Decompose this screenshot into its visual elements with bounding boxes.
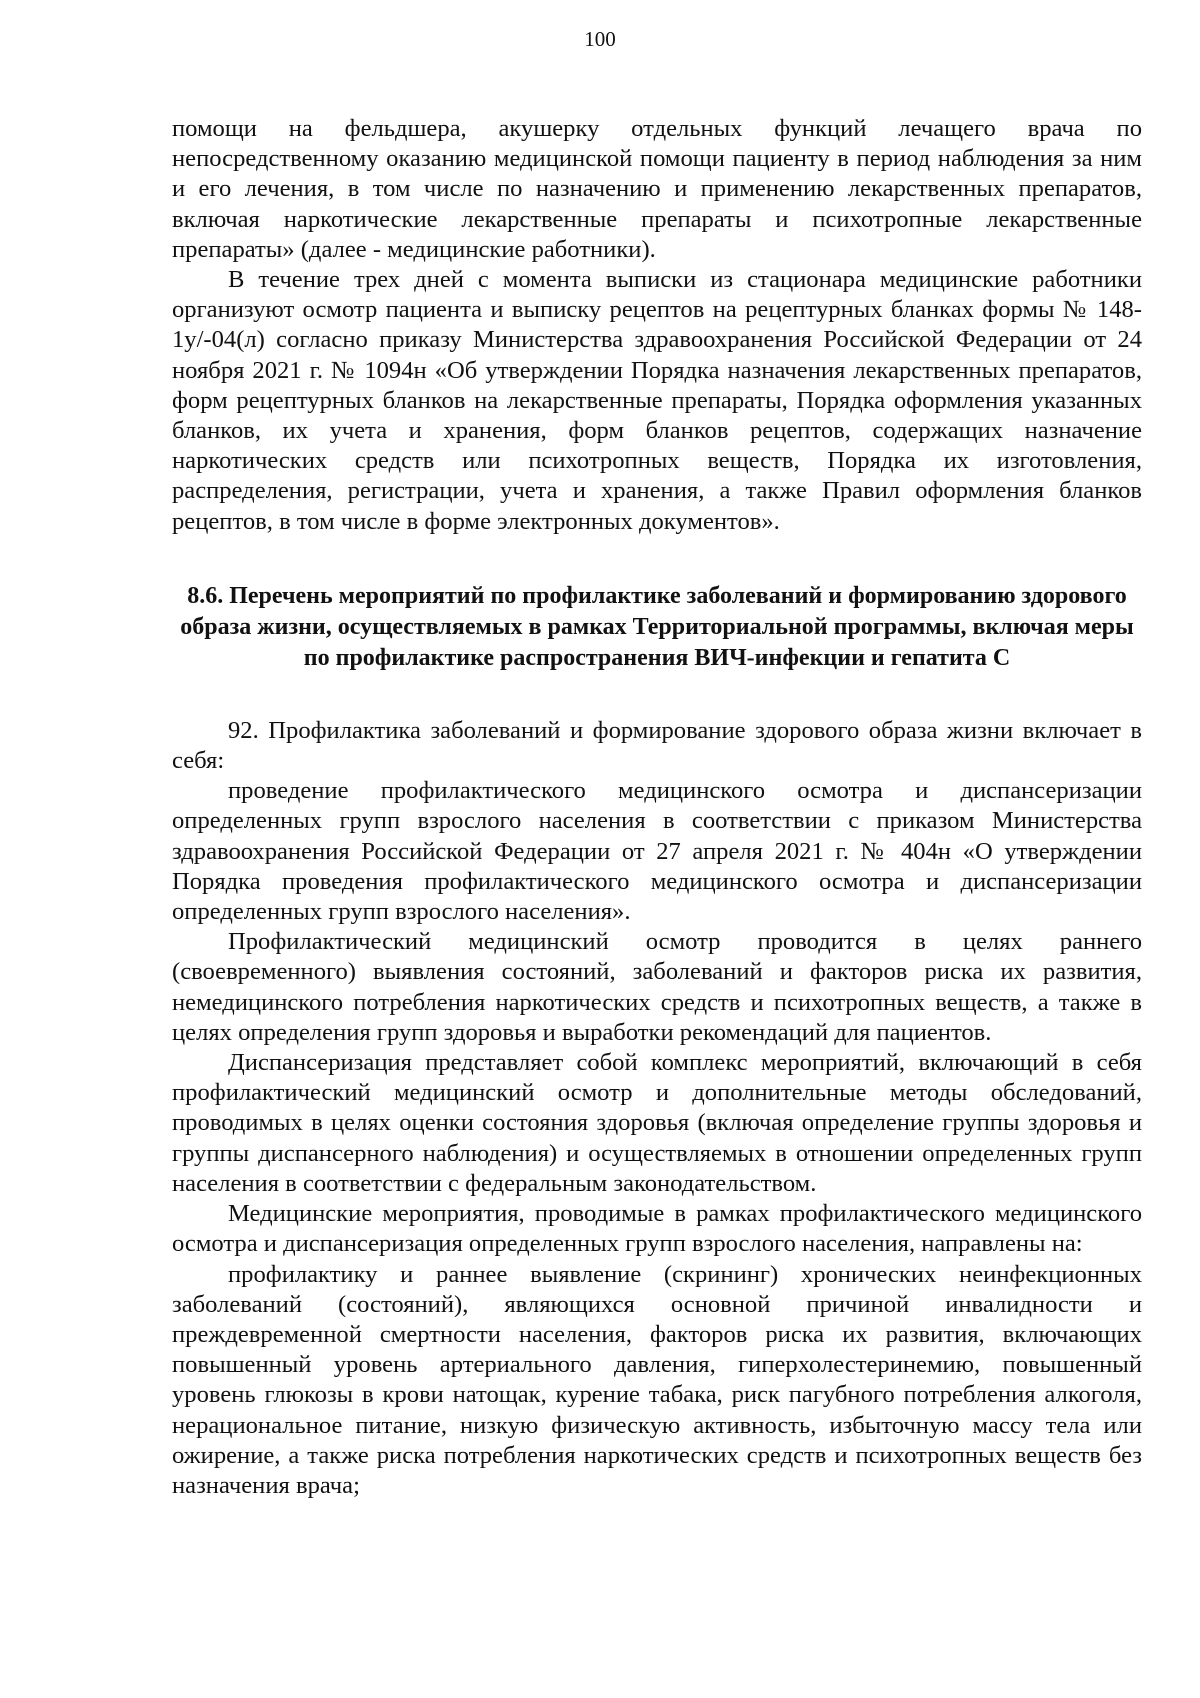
paragraph-item-92: 92. Профилактика заболеваний и формирование здорового образа жизни включает в себя: — [172, 716, 1142, 775]
paragraph-dispensarization: Диспансеризация представляет собой комплекс мероприятий, включающий в себя профилактический медицинский осмотр и дополнительные методы обследований, проводимых в целях оценки состояния здоровья (включая определение группы здоровья и группы диспансерного наблюдения) и осуществляемых в отношении определенных групп населения в соответствии с федеральным законодательством. — [172, 1049, 1142, 1197]
section-heading: 8.6. Перечень мероприятий по профилактике заболеваний и формированию здорового образа жизни, осуществляемых в рамках Территориальной программы, включая меры по профилактике распространения ВИЧ-инфекции и гепатита С — [180, 582, 1134, 671]
paragraph-continuation: помощи на фельдшера, акушерку отдельных функций лечащего врача по непосредственному оказанию медицинской помощи пациенту в период наблюдения за ним и его лечения, в том числе по назначению и применению лекарственных препаратов, включая наркотические лекарственные препараты и психотропные лекарственные препараты» (далее - медицинские работники). — [172, 115, 1142, 263]
document-body — [172, 114, 1142, 1501]
paragraph-prescription: В течение трех дней с момента выписки из стационара медицинские работники организуют осмотр пациента и выписку рецептов на рецептурных бланках формы № 148-1у/-04(л) согласно приказу Министерства здравоохранения Российской Федерации от 24 ноября 2021 г. № 1094н «Об утверждении Порядка назначения лекарственных препаратов, форм рецептурных бланков на лекарственные препараты, Порядка оформления указанных бланков, их учета и хранения, форм бланков рецептов, содержащих назначение наркотических средств или психотропных веществ, Порядка их изготовления, распределения, регистрации, учета и хранения, а также Правил оформления бланков рецептов, в том числе в форме электронных документов». — [172, 266, 1142, 535]
paragraph-medical-examination: проведение профилактического медицинского осмотра и диспансеризации определенных групп взрослого населения в соответствии с приказом Министерства здравоохранения Российской Федерации от 27 апреля 2021 г. № 404н «О утверждении Порядка проведения профилактического медицинского осмотра и диспансеризации определенных групп взрослого населения». — [172, 777, 1142, 926]
paragraph-medical-measures: Медицинские мероприятия, проводимые в рамках профилактического медицинского осмотра и диспансеризация определенных групп взрослого населения, направлены на: — [172, 1200, 1142, 1258]
paragraph-preventive-examination: Профилактический медицинский осмотр проводится в целях раннего (своевременного) выявления состояний, заболеваний и факторов риска их развития, немедицинского потребления наркотических средств и психотропных веществ, а также в целях определения групп здоровья и выработки рекомендаций для пациентов. — [172, 928, 1142, 1046]
page-number: 100 — [584, 27, 616, 51]
paragraph-screening: профилактику и раннее выявление (скрининг) хронических неинфекционных заболеваний (состояний), являющихся основной причиной инвалидности и преждевременной смертности населения, факторов риска их развития, включающих повышенный уровень артериального давления, гиперхолестеринемию, повышенный уровень глюкозы в крови натощак, курение табака, риск пагубного потребления алкоголя, нерациональное питание, низкую физическую активность, избыточную массу тела или ожирение, а также риска потребления наркотических средств и психотропных веществ без назначения врача; — [172, 1260, 1142, 1499]
